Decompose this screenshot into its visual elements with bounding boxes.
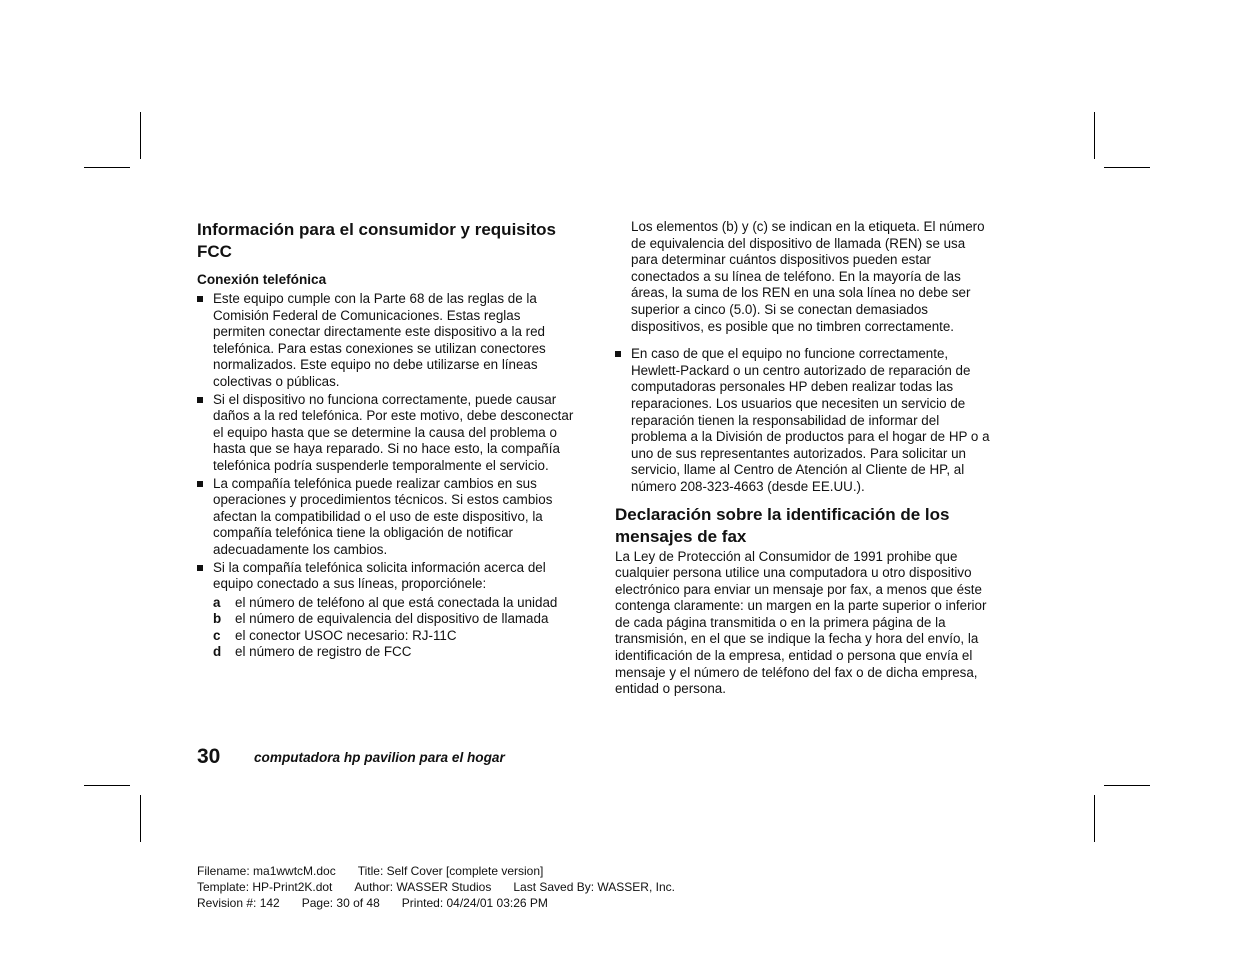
bullet-item — [615, 346, 993, 495]
meta-printed: Printed: 04/24/01 03:26 PM — [401, 896, 548, 910]
crop-mark-top-right-horizontal — [1104, 167, 1150, 168]
square-bullet-icon — [615, 351, 621, 357]
sub-item-c — [197, 628, 575, 645]
crop-mark-top-right-vertical — [1094, 112, 1095, 159]
square-bullet-icon — [197, 397, 203, 403]
sub-item-text: el número de equivalencia del dispositivo de llamada — [235, 611, 549, 627]
meta-filename: Filename: ma1wwtcM.doc — [197, 864, 336, 878]
sub-item-text: el conector USOC necesario: RJ-11C — [235, 627, 457, 643]
bullet-text: Si la compañía telefónica solicita información acerca del equipo conectado a sus líneas, proporciónele: — [213, 559, 546, 592]
sub-item-letter: c — [213, 627, 221, 643]
sub-item-b — [197, 611, 575, 628]
metadata-line-2 — [197, 879, 697, 895]
sub-item-text: el número de teléfono al que está conectada la unidad — [235, 594, 558, 610]
right-column — [615, 219, 993, 698]
metadata-line-3 — [197, 895, 570, 911]
bullet-item — [197, 291, 575, 391]
crop-mark-bottom-right-horizontal — [1104, 785, 1150, 786]
left-column — [197, 219, 575, 661]
crop-mark-bottom-right-vertical — [1094, 795, 1095, 842]
meta-last-saved: Last Saved By: WASSER, Inc. — [513, 880, 675, 894]
sub-item-text: el número de registro de FCC — [235, 644, 412, 660]
bullet-item — [197, 476, 575, 559]
bullet-text: Si el dispositivo no funciona correctamente, puede causar daños a la red telefónica. Por este motivo, debe desconectar el equipo hasta que se determine la causa del problema o hasta que se haya reparado. Si no hace esto, la compañía telefónica podría suspenderle temporalmente el servicio. — [213, 391, 574, 473]
crop-mark-bottom-left-horizontal — [84, 785, 130, 786]
continuation-paragraph: Los elementos (b) y (c) se indican en la etiqueta. El número de equivalencia del dispositivo de llamada (REN) se usa para determinar cuántos dispositivos pueden estar conectados a su línea de teléfono. En la mayoría de las áreas, la suma de los REN en una sola línea no debe ser superior a cinco (5.0). Si se conectan demasiados dispositivos, es posible que no timbren correctamente. — [631, 219, 985, 334]
meta-page: Page: 30 of 48 — [301, 896, 380, 910]
bullet-text: Este equipo cumple con la Parte 68 de las reglas de la Comisión Federal de Comunicaciones. Estas reglas permiten conectar directamente este dispositivo a la red telefónica. Para estas conexiones se utilizan conectores normalizados. Este equipo no debe utilizarse en líneas colectivas o públicas. — [213, 291, 546, 389]
bullet-text: En caso de que el equipo no funcione correctamente, Hewlett-Packard o un centro autorizado de reparación de computadoras personales HP deben realizar todas las reparaciones. Los usuarios que necesiten un servicio de reparación tienen la responsabilidad de informar del problema a la División de productos para el hogar de HP o a uno de sus representantes autorizados. Para solicitar un servicio, llame al Centro de Atención al Cliente de HP, al número 208-323-4663 (desde EE.UU.). — [631, 346, 990, 494]
section-heading-fax: Declaración sobre la identificación de los mensajes de fax — [615, 504, 950, 546]
square-bullet-icon — [197, 481, 203, 487]
crop-mark-bottom-left-vertical — [140, 795, 141, 842]
sub-item-letter: d — [213, 644, 222, 660]
sub-item-letter: b — [213, 611, 222, 627]
subheading-telephone-connection: Conexión telefónica — [197, 272, 327, 287]
section-heading-fcc: Información para el consumidor y requisitos FCC — [197, 220, 556, 261]
book-title: computadora hp pavilion para el hogar — [254, 750, 505, 765]
meta-revision: Revision #: 142 — [197, 896, 280, 910]
fax-paragraph: La Ley de Protección al Consumidor de 1991 prohibe que cualquier persona utilice una computadora u otro dispositivo electrónico para enviar un mensaje por fax, a menos que éste contenga claramente: un margen en la parte superior o inferior de cada página transmitida o en la primera página de la transmisión, en el que se indique la fecha y hora del envío, la identificación de la empresa, entidad o persona que envía el mensaje y el número de teléfono del fax o de dicha empresa, entidad o persona. — [615, 548, 987, 697]
bullet-item — [197, 560, 575, 593]
meta-template: Template: HP-Print2K.dot — [197, 880, 333, 894]
crop-mark-top-left-horizontal — [84, 167, 130, 168]
sub-item-letter: a — [213, 594, 221, 610]
sub-item-d — [197, 644, 575, 661]
crop-mark-top-left-vertical — [140, 112, 141, 159]
bullet-text: La compañía telefónica puede realizar cambios en sus operaciones y procedimientos técnicos. Si estos cambios afectan la compatibilidad o el uso de este dispositivo, la compañía telefónica tiene la obligación de notificar adecuadamente los cambios. — [213, 475, 553, 557]
page-number: 30 — [197, 745, 221, 768]
bullet-item — [197, 392, 575, 475]
meta-title: Title: Self Cover [complete version] — [357, 864, 544, 878]
sub-item-a — [197, 595, 575, 612]
metadata-line-1 — [197, 863, 565, 879]
meta-author: Author: WASSER Studios — [354, 880, 492, 894]
square-bullet-icon — [197, 296, 203, 302]
square-bullet-icon — [197, 565, 203, 571]
